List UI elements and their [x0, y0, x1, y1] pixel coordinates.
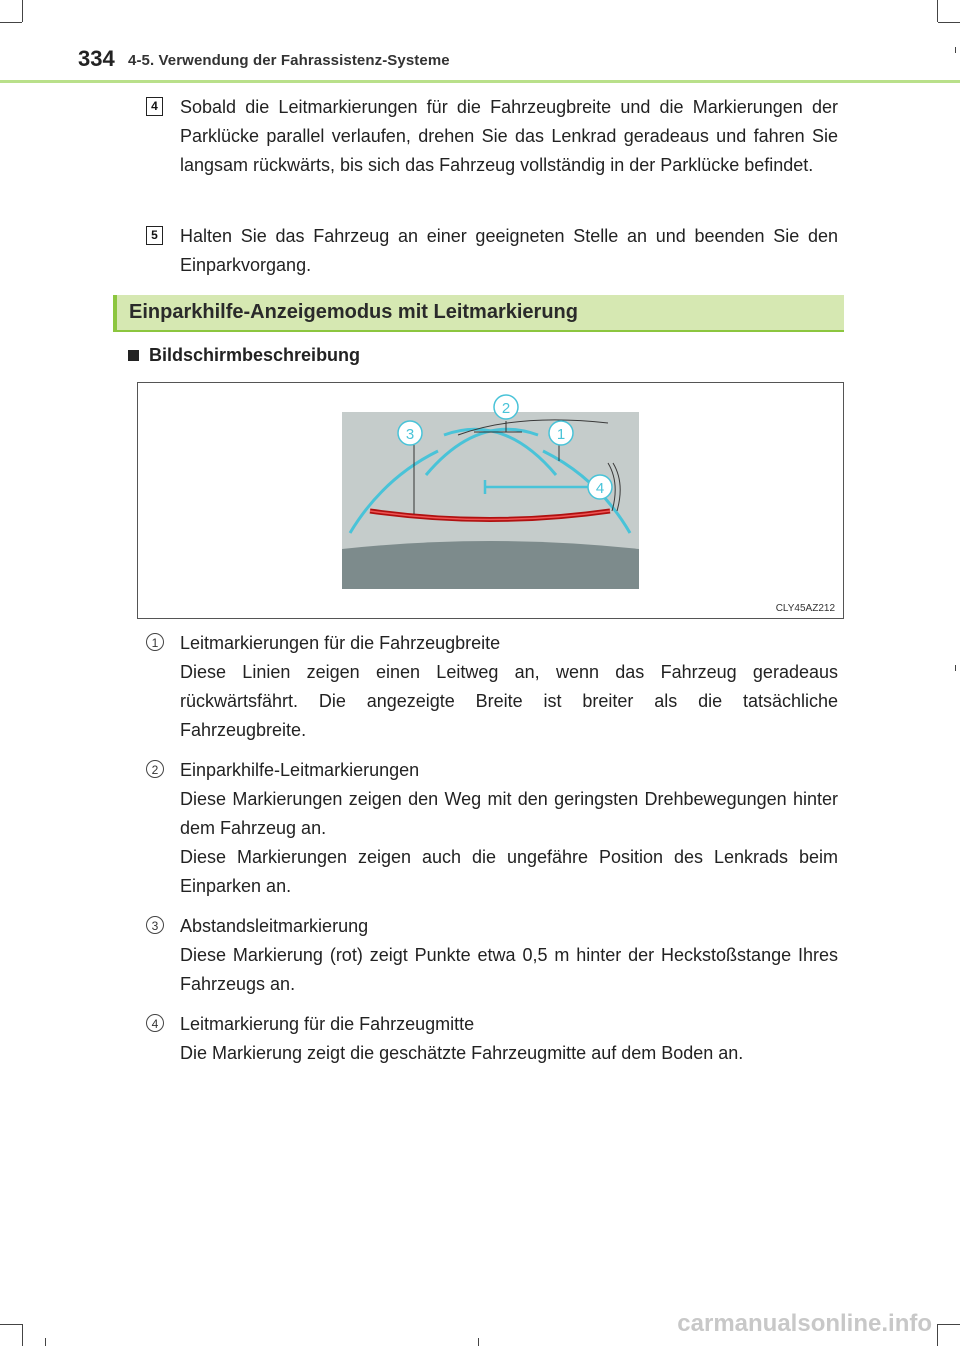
- bumper-area: [342, 541, 639, 589]
- crop-mark: [478, 1338, 479, 1346]
- square-bullet-icon: [128, 350, 139, 361]
- crop-mark: [937, 0, 938, 22]
- item-description: Diese Linien zeigen einen Leitweg an, wenn das Fahrzeug geradeaus rückwärtsfährt. Die angezeigte Breite ist breiter als die tatsächliche Fahrzeugbreite.: [180, 662, 838, 740]
- step-4: [146, 93, 838, 180]
- description-item-1: [146, 629, 838, 745]
- callout-1-label: 1: [556, 426, 566, 443]
- item-description: Diese Markierung (rot) zeigt Punkte etwa 0,5 m hinter der Heckstoßstange Ihres Fahrzeugs an.: [180, 945, 838, 994]
- step-number-badge: 5: [146, 226, 163, 245]
- description-item-4: [146, 1010, 838, 1068]
- crop-mark: [22, 1324, 23, 1346]
- item-description: Diese Markierungen zeigen auch die ungefähre Position des Lenkrads beim Einparken an.: [180, 847, 838, 896]
- item-title: Einparkhilfe-Leitmarkierungen: [180, 760, 420, 780]
- item-description: Die Markierung zeigt die geschätzte Fahrzeugmitte auf dem Boden an.: [180, 1043, 744, 1063]
- item-title: Abstandsleitmarkierung: [180, 916, 369, 936]
- callout-2-label: 2: [501, 400, 511, 417]
- description-item-3: [146, 912, 838, 999]
- crop-mark: [0, 22, 22, 23]
- step-number-badge: 4: [146, 97, 163, 116]
- item-number-badge: 2: [146, 760, 164, 778]
- section-heading-text: Einparkhilfe-Anzeigemodus mit Leitmarkierung: [129, 301, 578, 323]
- callout-3-label: 3: [405, 426, 415, 443]
- crop-mark: [955, 47, 956, 53]
- step-text: Halten Sie das Fahrzeug an einer geeigneten Stelle an und beenden Sie den Einparkvorgang.: [180, 226, 838, 275]
- crop-mark: [0, 1324, 22, 1325]
- crop-mark: [22, 0, 23, 22]
- callout-4-label: 4: [595, 480, 605, 497]
- crop-mark: [955, 665, 956, 671]
- item-number-badge: 4: [146, 1014, 164, 1032]
- description-item-2: [146, 756, 838, 901]
- item-description: Diese Markierungen zeigen den Weg mit den geringsten Drehbewegungen hinter dem Fahrzeug an.: [180, 789, 838, 838]
- item-title: Leitmarkierung für die Fahrzeugmitte: [180, 1014, 475, 1034]
- camera-screen-figure: [137, 382, 844, 619]
- header-rule: [0, 80, 960, 83]
- watermark: carmanualsonline.info: [677, 1310, 932, 1337]
- crop-mark: [937, 1324, 938, 1346]
- crop-mark: [45, 1338, 46, 1346]
- step-text: Sobald die Leitmarkierungen für die Fahrzeugbreite und die Markierungen der Parklücke parallel verlaufen, drehen Sie das Lenkrad geradeaus und fahren Sie langsam rückwärts, bis sich das Fahrzeug vollständig in der Parklücke befindet.: [180, 97, 838, 175]
- step-5: [146, 222, 838, 280]
- item-number-badge: 3: [146, 916, 164, 934]
- page-number: 334: [78, 46, 115, 71]
- figure-code: CLY45AZ212: [775, 603, 835, 614]
- camera-screen-illustration: [138, 383, 845, 620]
- subsection-heading: [128, 345, 360, 366]
- crop-mark: [938, 22, 960, 23]
- subsection-heading-text: Bildschirmbeschreibung: [149, 345, 361, 365]
- section-heading: [113, 295, 844, 332]
- item-title: Leitmarkierungen für die Fahrzeugbreite: [180, 633, 501, 653]
- crop-mark: [938, 1324, 960, 1325]
- item-number-badge: 1: [146, 633, 164, 651]
- section-header-title: 4-5. Verwendung der Fahrassistenz-Systeme: [128, 52, 450, 69]
